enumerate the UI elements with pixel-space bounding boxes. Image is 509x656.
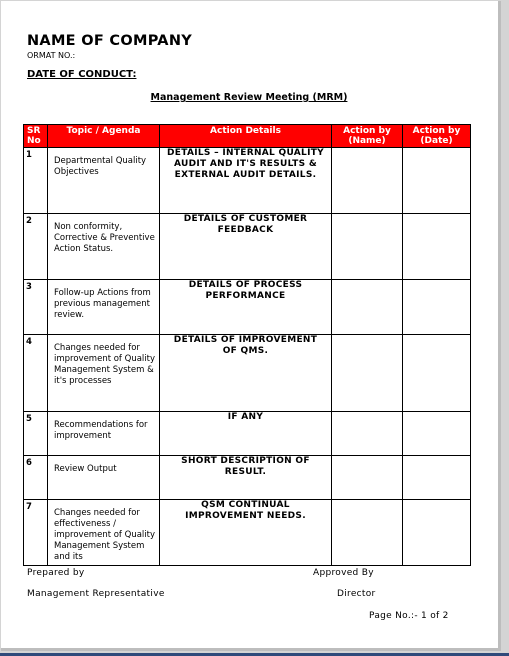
action-by-date-cell[interactable] <box>403 148 471 214</box>
prepared-by-label: Prepared by <box>27 568 85 578</box>
table-row <box>24 500 471 566</box>
topic-cell: Changes needed for improvement of Quality Management System & it's processes <box>48 335 160 412</box>
table-row <box>24 412 471 456</box>
action-by-date-cell[interactable] <box>403 335 471 412</box>
action-details-cell: IF ANY <box>160 412 332 456</box>
column-header-sr: SR No <box>24 125 48 148</box>
action-details-cell: DETAILS – INTERNAL QUALITY AUDIT AND IT'S RESULTS & EXTERNAL AUDIT DETAILS. <box>160 148 332 214</box>
table-row <box>24 335 471 412</box>
format-number-label: ORMAT NO.: <box>27 51 76 60</box>
column-header-action-by-date: Action by (Date) <box>403 125 471 148</box>
column-header-action-by-name: Action by (Name) <box>332 125 403 148</box>
action-by-name-cell[interactable] <box>332 335 403 412</box>
topic-cell: Non conformity, Corrective & Preventive Action Status. <box>48 214 160 280</box>
action-details-cell: DETAILS OF PROCESS PERFORMANCE <box>160 280 332 335</box>
action-by-name-cell[interactable] <box>332 214 403 280</box>
sr-cell: 7 <box>24 500 48 566</box>
topic-cell: Departmental Quality Objectives <box>48 148 160 214</box>
column-header-topic: Topic / Agenda <box>48 125 160 148</box>
mrm-table <box>23 124 471 566</box>
table-header-row <box>24 125 471 148</box>
action-by-name-cell[interactable] <box>332 500 403 566</box>
action-details-cell: SHORT DESCRIPTION OF RESULT. <box>160 456 332 500</box>
column-header-action-details: Action Details <box>160 125 332 148</box>
action-details-cell: DETAILS OF IMPROVEMENT OF QMS. <box>160 335 332 412</box>
topic-cell: Recommendations for improvement <box>48 412 160 456</box>
sr-cell: 2 <box>24 214 48 280</box>
action-by-date-cell[interactable] <box>403 280 471 335</box>
action-by-name-cell[interactable] <box>332 148 403 214</box>
sr-cell: 6 <box>24 456 48 500</box>
meeting-title: Management Review Meeting (MRM) <box>150 92 348 103</box>
table-row <box>24 148 471 214</box>
table-row <box>24 214 471 280</box>
sr-cell: 1 <box>24 148 48 214</box>
action-by-name-cell[interactable] <box>332 456 403 500</box>
approved-by-label: Approved By <box>313 568 374 578</box>
action-by-date-cell[interactable] <box>403 412 471 456</box>
topic-cell: Review Output <box>48 456 160 500</box>
topic-cell: Follow-up Actions from previous management review. <box>48 280 160 335</box>
action-by-date-cell[interactable] <box>403 214 471 280</box>
action-details-cell: DETAILS OF CUSTOMER FEEDBACK <box>160 214 332 280</box>
sr-cell: 4 <box>24 335 48 412</box>
action-by-date-cell[interactable] <box>403 500 471 566</box>
action-by-date-cell[interactable] <box>403 456 471 500</box>
prepared-by-role: Management Representative <box>27 589 165 599</box>
action-by-name-cell[interactable] <box>332 412 403 456</box>
sr-cell: 3 <box>24 280 48 335</box>
sr-cell: 5 <box>24 412 48 456</box>
document-page <box>1 1 501 651</box>
action-by-name-cell[interactable] <box>332 280 403 335</box>
approved-by-role: Director <box>337 589 376 599</box>
page-number: Page No.:- 1 of 2 <box>369 611 449 621</box>
date-of-conduct-label: DATE OF CONDUCT: <box>27 69 137 80</box>
company-name: NAME OF COMPANY <box>27 33 193 49</box>
action-details-cell: QSM CONTINUAL IMPROVEMENT NEEDS. <box>160 500 332 566</box>
table-row <box>24 280 471 335</box>
table-row <box>24 456 471 500</box>
topic-cell: Changes needed for effectiveness / improvement of Quality Management System and its <box>48 500 160 566</box>
